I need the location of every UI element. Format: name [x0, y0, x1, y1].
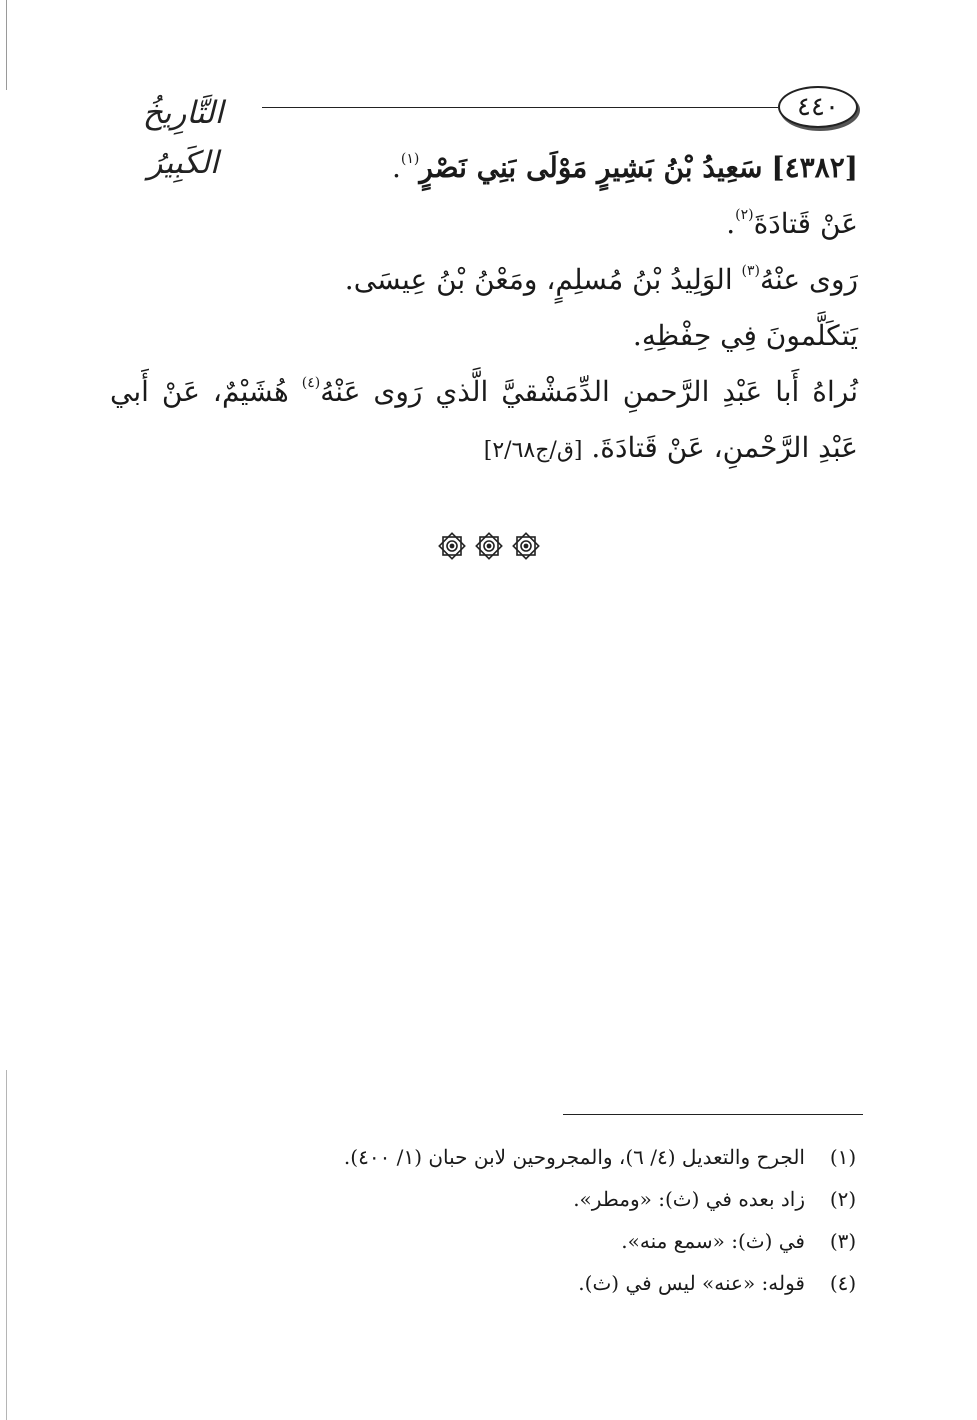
- scan-edge-bottom: [6, 1070, 7, 1420]
- star-ornament-icon: [437, 531, 467, 561]
- entry-line-2: [110, 196, 858, 252]
- entry-line-3-b: الوَلِيدُ بْنُ مُسلِمٍ، ومَعْنُ بْنُ عِيسَى.: [344, 263, 742, 296]
- footnote-ref-3[interactable]: (٣): [741, 263, 760, 279]
- entry-number: [٤٣٨٢]: [771, 151, 858, 184]
- footnote-ref-2[interactable]: (٢): [735, 207, 754, 223]
- entry-line-2-text: عَنْ قَتادَةَ: [753, 207, 858, 240]
- entry-paragraph: [110, 364, 858, 479]
- scan-edge-top: [6, 0, 7, 90]
- footnotes: [300, 1136, 865, 1304]
- footnote-ref-4[interactable]: (٤): [301, 375, 321, 391]
- footnote-number: (٤): [829, 1271, 857, 1295]
- entry-title-end: .: [391, 151, 401, 184]
- footnote-text: قوله: «عنه» ليس في (ث).: [578, 1271, 805, 1295]
- page-number: ٤٤٠: [778, 86, 858, 128]
- header-rule: [262, 107, 778, 108]
- running-title: التَّارِيخُ الكَبِيرُ: [142, 95, 224, 181]
- entry-paragraph-b: هُشَيْمٌ، عَنْ أَبي عَبْدِ الرَّحْمنِ، عَنْ قَتادَةَ.: [110, 375, 858, 464]
- star-ornament-icon: [474, 531, 504, 561]
- footnote-1: [300, 1136, 865, 1178]
- entry-heading: [110, 140, 858, 196]
- manuscript-reference: [ق/ج٢/٦٨]: [483, 438, 583, 463]
- footnote-4: [300, 1262, 865, 1304]
- footnote-number: (٣): [829, 1229, 857, 1253]
- entry-line-3-a: رَوى عنْهُ: [759, 263, 858, 296]
- entry-line-4: يَتكَلَّمونَ فِي حِفْظِهِ.: [632, 319, 858, 352]
- footnote-text: الجرح والتعديل (٤/ ٦)، والمجروحين لابن حبان (١/ ٤٠٠).: [343, 1145, 805, 1169]
- footnote-ref-1[interactable]: (١): [400, 151, 420, 167]
- footnote-text: زاد بعده في (ث): «ومطر».: [573, 1187, 805, 1211]
- entry-line-2-end: .: [726, 207, 736, 240]
- entry-title: سَعِيدُ بْنُ بَشِيرٍ مَوْلَى بَنِي نَصْرٍ: [419, 151, 763, 184]
- footnote-text: في (ث): «سمع منه».: [621, 1229, 805, 1253]
- footnote-number: (٢): [829, 1187, 857, 1211]
- footnote-2: [300, 1178, 865, 1220]
- entry-line-3: [110, 252, 858, 308]
- section-divider-ornaments: [437, 530, 541, 562]
- footnote-number: (١): [829, 1145, 857, 1169]
- footnote-separator: [563, 1114, 863, 1115]
- footnote-3: [300, 1220, 865, 1262]
- entry-paragraph-a: نُراهُ أَبا عَبْدِ الرَّحمنِ الدِّمَشْقيَّ الَّذي رَوى عَنْهُ: [320, 375, 859, 408]
- entry-body: [110, 140, 858, 479]
- star-ornament-icon: [511, 531, 541, 561]
